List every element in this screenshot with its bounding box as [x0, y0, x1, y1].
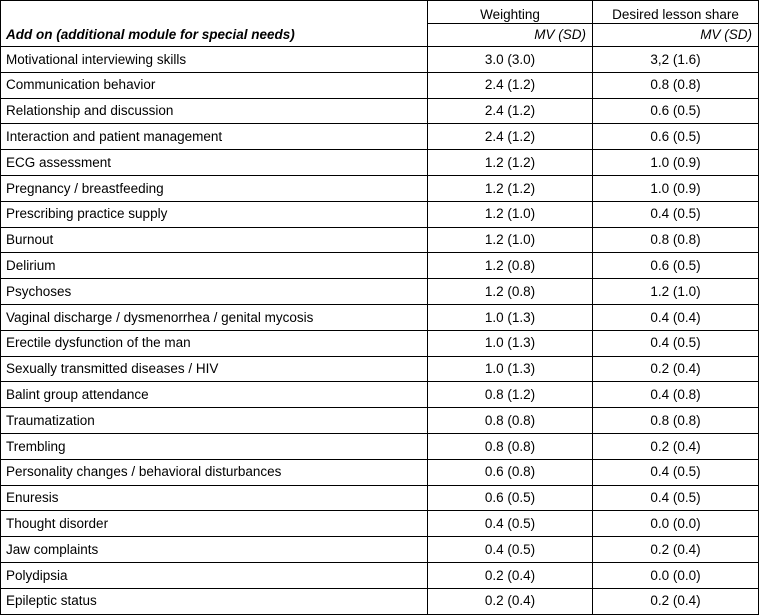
table-row	[1, 279, 759, 305]
row-weighting-value: 0.6 (0.5)	[428, 485, 593, 511]
subheader-desired-share-mv-sd: MV (SD)	[593, 24, 759, 47]
table-row	[1, 382, 759, 408]
row-item-label: Polydipsia	[1, 562, 428, 588]
table-row	[1, 588, 759, 614]
row-desired-share-value: 0.2 (0.4)	[593, 537, 759, 563]
row-weighting-value: 1.2 (0.8)	[428, 279, 593, 305]
row-desired-share-value: 1.0 (0.9)	[593, 175, 759, 201]
table-row	[1, 408, 759, 434]
table-row	[1, 227, 759, 253]
header-row-sub	[1, 24, 759, 47]
row-item-label: Thought disorder	[1, 511, 428, 537]
row-item-label: Sexually transmitted diseases / HIV	[1, 356, 428, 382]
table-row	[1, 356, 759, 382]
row-desired-share-value: 0.6 (0.5)	[593, 253, 759, 279]
row-desired-share-value: 0.8 (0.8)	[593, 227, 759, 253]
row-desired-share-value: 0.6 (0.5)	[593, 124, 759, 150]
row-weighting-value: 1.2 (1.2)	[428, 175, 593, 201]
row-weighting-value: 0.4 (0.5)	[428, 511, 593, 537]
row-desired-share-value: 0.8 (0.8)	[593, 408, 759, 434]
subheader-weighting-mv-sd: MV (SD)	[428, 24, 593, 47]
row-weighting-value: 2.4 (1.2)	[428, 124, 593, 150]
row-item-label: Enuresis	[1, 485, 428, 511]
header-desired-lesson-share: Desired lesson share	[593, 1, 759, 24]
row-weighting-value: 0.4 (0.5)	[428, 537, 593, 563]
table-row	[1, 124, 759, 150]
row-item-label: Relationship and discussion	[1, 98, 428, 124]
row-desired-share-value: 3,2 (1.6)	[593, 47, 759, 73]
table-row	[1, 485, 759, 511]
table-row	[1, 47, 759, 73]
row-weighting-value: 0.8 (1.2)	[428, 382, 593, 408]
row-item-label: Trembling	[1, 433, 428, 459]
table-row	[1, 304, 759, 330]
table-row	[1, 72, 759, 98]
row-weighting-value: 1.0 (1.3)	[428, 356, 593, 382]
row-item-label: Delirium	[1, 253, 428, 279]
row-item-label: Traumatization	[1, 408, 428, 434]
section-title: Add on (additional module for special needs)	[1, 24, 428, 47]
row-item-label: Vaginal discharge / dysmenorrhea / genital mycosis	[1, 304, 428, 330]
table-row	[1, 511, 759, 537]
row-weighting-value: 2.4 (1.2)	[428, 98, 593, 124]
table-row	[1, 98, 759, 124]
header-row-top	[1, 1, 759, 24]
table-row	[1, 253, 759, 279]
header-weighting: Weighting	[428, 1, 593, 24]
row-item-label: ECG assessment	[1, 150, 428, 176]
row-desired-share-value: 0.4 (0.5)	[593, 485, 759, 511]
row-item-label: Interaction and patient management	[1, 124, 428, 150]
row-item-label: Burnout	[1, 227, 428, 253]
row-desired-share-value: 0.4 (0.5)	[593, 330, 759, 356]
row-item-label: Prescribing practice supply	[1, 201, 428, 227]
row-item-label: Motivational interviewing skills	[1, 47, 428, 73]
table-row	[1, 537, 759, 563]
row-desired-share-value: 0.0 (0.0)	[593, 562, 759, 588]
row-weighting-value: 1.2 (1.0)	[428, 227, 593, 253]
row-item-label: Erectile dysfunction of the man	[1, 330, 428, 356]
row-desired-share-value: 0.4 (0.4)	[593, 304, 759, 330]
row-desired-share-value: 0.4 (0.5)	[593, 201, 759, 227]
row-desired-share-value: 0.4 (0.8)	[593, 382, 759, 408]
table-row	[1, 150, 759, 176]
row-item-label: Epileptic status	[1, 588, 428, 614]
row-weighting-value: 1.2 (1.2)	[428, 150, 593, 176]
table-body	[1, 47, 759, 615]
row-item-label: Communication behavior	[1, 72, 428, 98]
row-weighting-value: 1.2 (0.8)	[428, 253, 593, 279]
table-row	[1, 433, 759, 459]
table-row	[1, 175, 759, 201]
row-weighting-value: 0.6 (0.8)	[428, 459, 593, 485]
row-weighting-value: 0.2 (0.4)	[428, 562, 593, 588]
row-desired-share-value: 0.2 (0.4)	[593, 588, 759, 614]
row-weighting-value: 2.4 (1.2)	[428, 72, 593, 98]
row-desired-share-value: 1.0 (0.9)	[593, 150, 759, 176]
row-desired-share-value: 0.4 (0.5)	[593, 459, 759, 485]
row-weighting-value: 1.0 (1.3)	[428, 330, 593, 356]
row-weighting-value: 3.0 (3.0)	[428, 47, 593, 73]
row-desired-share-value: 0.0 (0.0)	[593, 511, 759, 537]
row-item-label: Pregnancy / breastfeeding	[1, 175, 428, 201]
table-row	[1, 562, 759, 588]
header-blank-cell	[1, 1, 428, 24]
table-row	[1, 330, 759, 356]
row-item-label: Psychoses	[1, 279, 428, 305]
row-weighting-value: 1.2 (1.0)	[428, 201, 593, 227]
row-desired-share-value: 1.2 (1.0)	[593, 279, 759, 305]
row-weighting-value: 0.8 (0.8)	[428, 408, 593, 434]
row-weighting-value: 0.2 (0.4)	[428, 588, 593, 614]
row-desired-share-value: 0.8 (0.8)	[593, 72, 759, 98]
row-weighting-value: 0.8 (0.8)	[428, 433, 593, 459]
row-item-label: Personality changes / behavioral disturbances	[1, 459, 428, 485]
table-row	[1, 201, 759, 227]
row-item-label: Balint group attendance	[1, 382, 428, 408]
row-weighting-value: 1.0 (1.3)	[428, 304, 593, 330]
row-desired-share-value: 0.2 (0.4)	[593, 356, 759, 382]
row-desired-share-value: 0.6 (0.5)	[593, 98, 759, 124]
row-desired-share-value: 0.2 (0.4)	[593, 433, 759, 459]
table-row	[1, 459, 759, 485]
row-item-label: Jaw complaints	[1, 537, 428, 563]
